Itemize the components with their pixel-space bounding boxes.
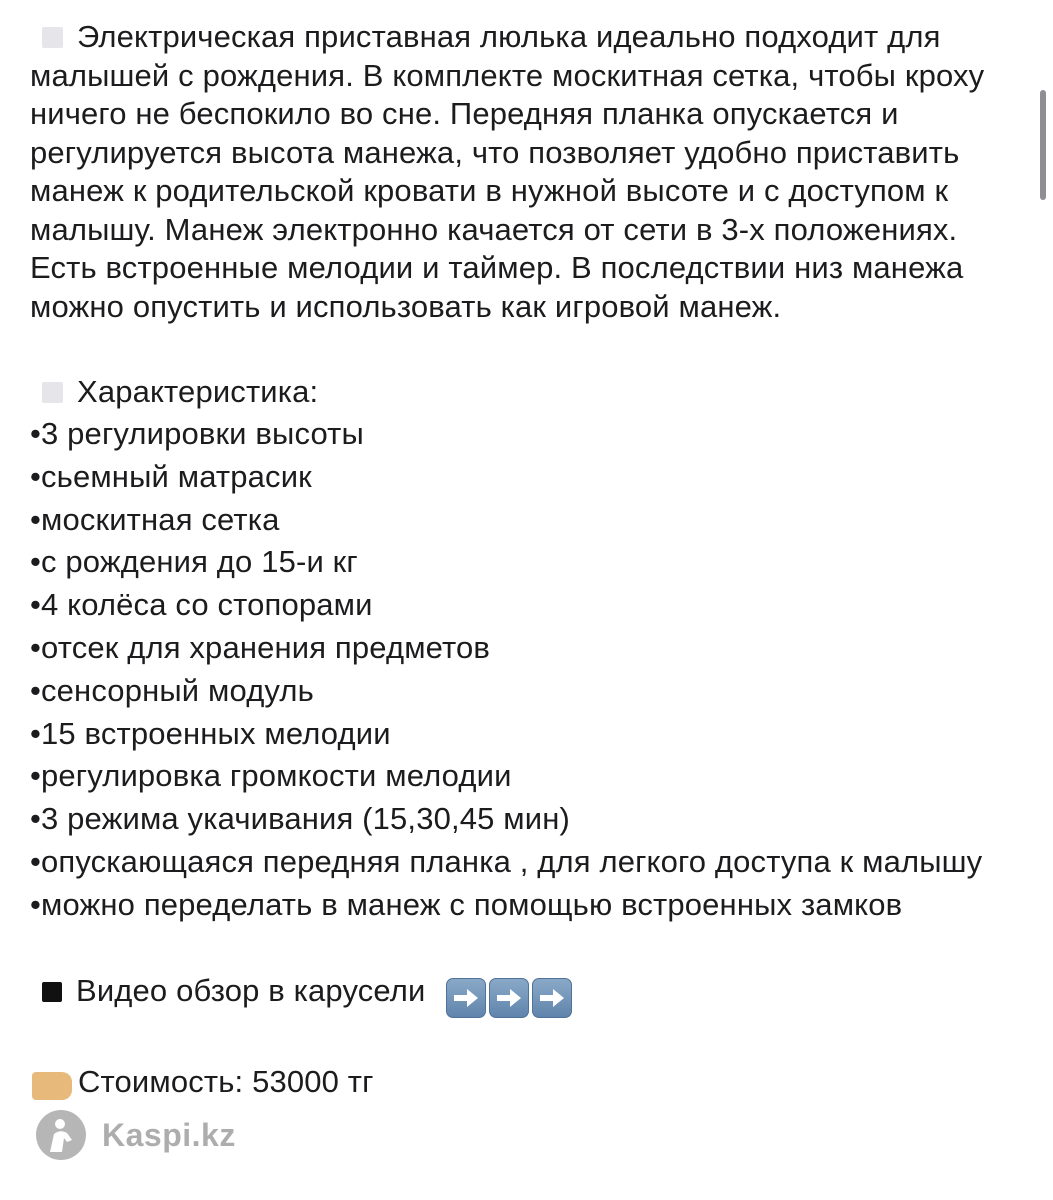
spec-item: •с рождения до 15-и кг (30, 544, 358, 580)
spec-item: •сьемный матрасик (30, 458, 312, 494)
white-square-icon (42, 27, 63, 48)
right-arrow-icon (532, 978, 572, 1018)
white-square-icon (42, 382, 63, 403)
video-review-line (30, 969, 1020, 1018)
right-arrow-icon (489, 978, 529, 1018)
right-arrow-icon (446, 978, 486, 1018)
spec-item: •москитная сетка (30, 501, 280, 537)
specs-heading-text: Характеристика: (77, 374, 319, 409)
intro-paragraph (30, 18, 1020, 326)
spec-item: •регулировка громкости мелодии (30, 758, 512, 794)
price-label: Стоимость: 53000 тг (78, 1063, 374, 1099)
spec-item: •15 встроенных мелодии (30, 715, 391, 751)
vertical-scrollbar[interactable] (1040, 90, 1046, 200)
spec-item: •3 режима укачивания (15,30,45 мин) (30, 801, 570, 837)
specs-heading (30, 371, 1020, 413)
specs-list (30, 413, 1020, 927)
spacer (30, 927, 1020, 969)
spec-item: •сенсорный модуль (30, 672, 314, 708)
spec-item: •отсек для хранения предметов (30, 629, 491, 665)
price-tag-icon (32, 1072, 72, 1100)
spec-item: •3 регулировки высоты (30, 416, 364, 451)
spec-item: •4 колёса со стопорами (30, 587, 373, 623)
kaspi-logo-icon (36, 1110, 86, 1160)
black-square-icon (42, 982, 62, 1002)
kaspi-watermark (36, 1110, 236, 1160)
video-review-label: Видео обзор в карусели (76, 972, 426, 1008)
spec-item: •опускающаяся передняя планка , для легкого доступа к малышу (30, 843, 983, 879)
product-description (30, 18, 1020, 1104)
watermark-text: Kaspi.kz (102, 1116, 236, 1153)
intro-text: Электрическая приставная люлька идеально подходит для малышей с рождения. В комплекте москитная сетка, чтобы кроху ничего не беспокило во сне. Передняя планка опускается и регулируется высота манежа, что позволяет удобно приставить манеж к родительской кровати в нужной высоте и с доступом к малышу. Манеж электронно качается от сети в 3-х положениях. Есть встроенные мелодии и таймер. В последствии низ манежа можно опустить и использовать как игровой манеж. (30, 19, 985, 324)
spec-item: •можно переделать в манеж с помощью встроенных замков (30, 886, 903, 922)
price-line (30, 1060, 1020, 1104)
spacer (30, 326, 1020, 371)
